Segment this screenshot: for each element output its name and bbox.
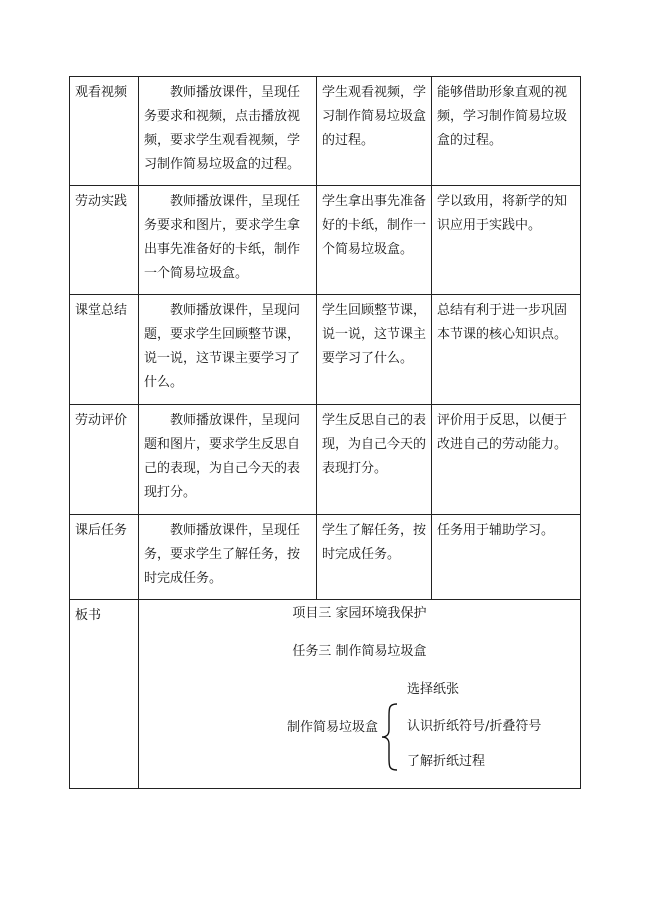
student-activity-cell: 学生了解任务，按时完成任务。: [317, 515, 432, 600]
board-subtitle: 任务三 制作简易垃圾盒: [292, 644, 427, 659]
board-content: [139, 600, 581, 789]
design-purpose-cell: 评价用于反思，以便于改进自己的劳动能力。: [432, 405, 581, 515]
board-item: 了解折纸过程: [407, 754, 486, 769]
table-row: [70, 405, 581, 515]
table-row: [70, 186, 581, 295]
board-label: 板书: [70, 600, 139, 789]
teacher-activity-cell: 教师播放课件，呈现问题，要求学生回顾整节课，说一说，这节课主要学习了什么。: [139, 295, 317, 405]
teacher-activity-cell: 教师播放课件，呈现任务要求和图片，要求学生拿出事先准备好的卡纸，制作一个简易垃圾盒。: [139, 186, 317, 295]
table-row: [70, 77, 581, 186]
student-activity-cell: 学生拿出事先准备好的卡纸，制作一个简易垃圾盒。: [317, 186, 432, 295]
table-row: [70, 295, 581, 405]
teacher-activity-cell: 教师播放课件，呈现问题和图片，要求学生反思自己的表现，为自己今天的表现打分。: [139, 405, 317, 515]
design-purpose-cell: 任务用于辅助学习。: [432, 515, 581, 600]
stage-cell: 劳动评价: [70, 405, 139, 515]
student-activity-cell: 学生反思自己的表现，为自己今天的表现打分。: [317, 405, 432, 515]
design-purpose-cell: 能够借助形象直观的视频，学习制作简易垃圾盒的过程。: [432, 77, 581, 186]
stage-cell: 观看视频: [70, 77, 139, 186]
design-purpose-cell: 学以致用，将新学的知识应用于实践中。: [432, 186, 581, 295]
board-row: [70, 600, 581, 789]
board-topic: 制作简易垃圾盒: [287, 720, 379, 735]
design-purpose-cell: 总结有利于进一步巩固本节课的核心知识点。: [432, 295, 581, 405]
board-item: 选择纸张: [407, 682, 460, 697]
stage-cell: 劳动实践: [70, 186, 139, 295]
lesson-plan-table: [69, 76, 581, 789]
board-title: 项目三 家园环境我保护: [292, 606, 427, 621]
student-activity-cell: 学生观看视频，学习制作简易垃圾盒的过程。: [317, 77, 432, 186]
teacher-activity-cell: 教师播放课件，呈现任务要求和视频，点击播放视频，要求学生观看视频，学习制作简易垃圾盒的过程。: [139, 77, 317, 186]
table-row: [70, 515, 581, 600]
stage-cell: 课堂总结: [70, 295, 139, 405]
teacher-activity-cell: 教师播放课件，呈现任务，要求学生了解任务，按时完成任务。: [139, 515, 317, 600]
board-item: 认识折纸符号/折叠符号: [407, 719, 542, 734]
curly-brace-icon: [379, 702, 401, 772]
student-activity-cell: 学生回顾整节课，说一说，这节课主要学习了什么。: [317, 295, 432, 405]
stage-cell: 课后任务: [70, 515, 139, 600]
